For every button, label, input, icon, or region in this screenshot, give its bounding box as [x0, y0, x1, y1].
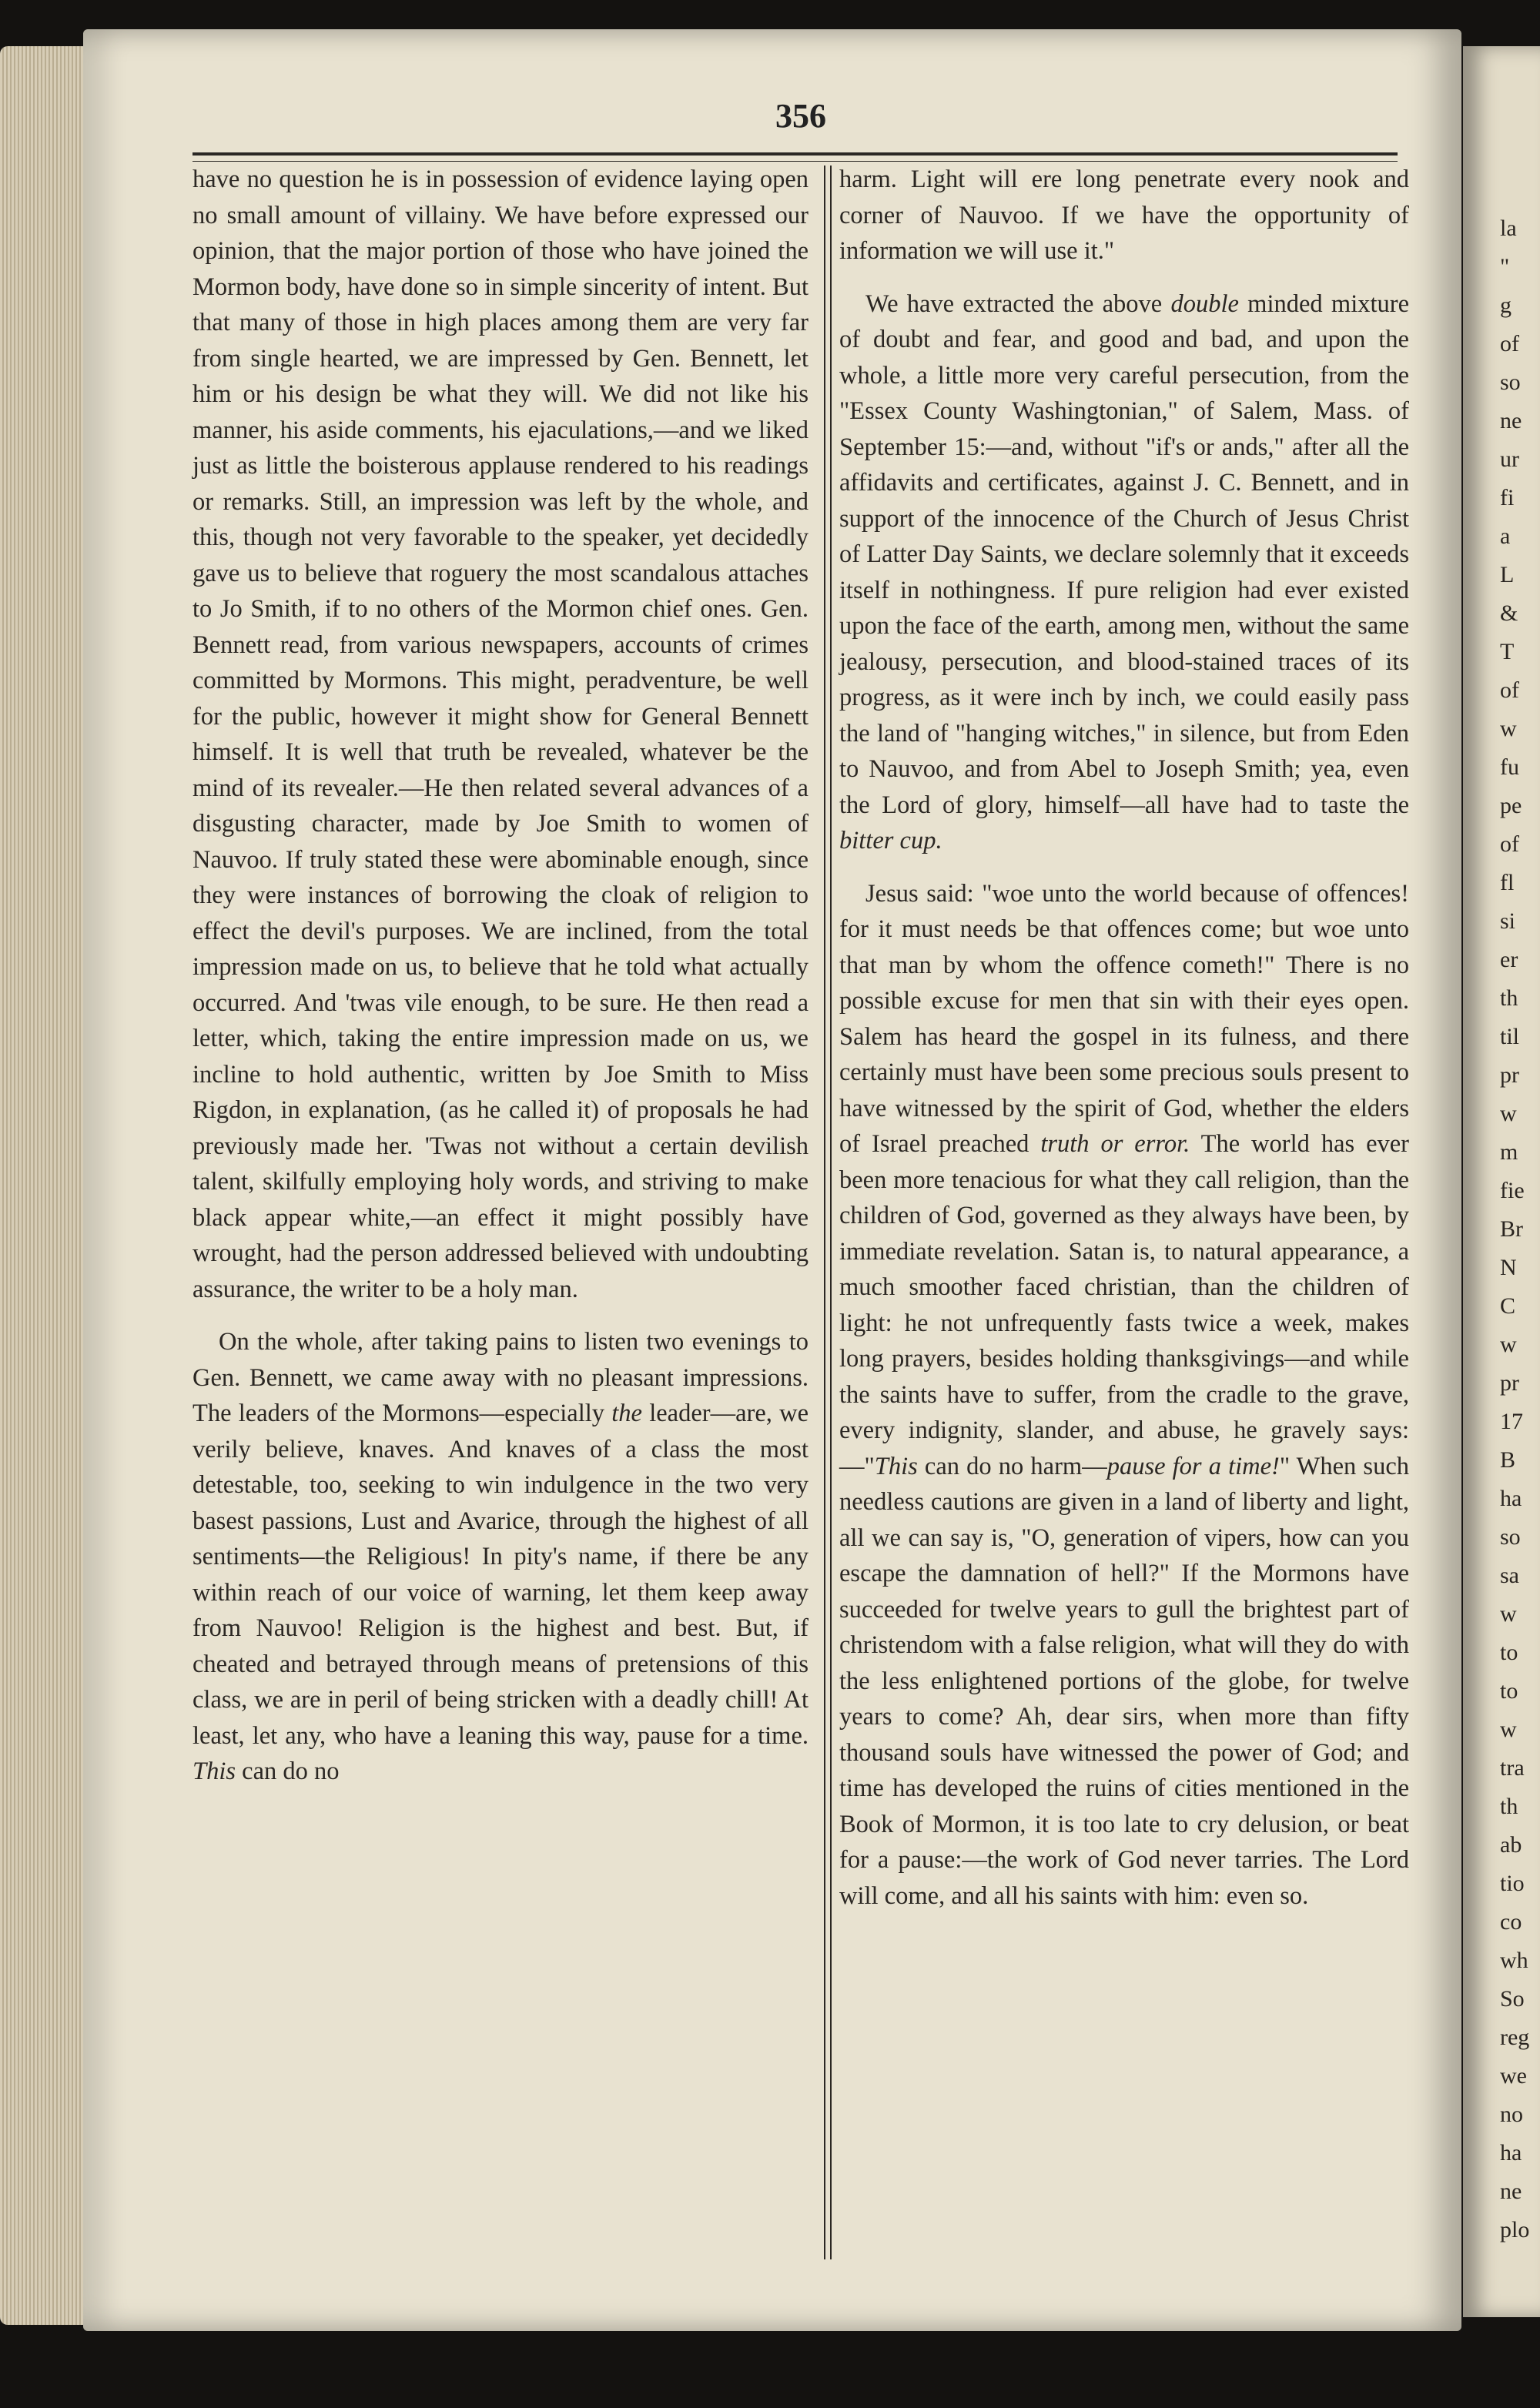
adjacent-page-fragment: sa	[1500, 1563, 1519, 1588]
book-page-edges	[0, 46, 92, 2325]
adjacent-page-fragment: pr	[1500, 1370, 1519, 1396]
adjacent-page-fragment: m	[1500, 1139, 1518, 1165]
adjacent-page-fragment: si	[1500, 908, 1516, 934]
text-run: can do no harm—	[917, 1452, 1107, 1480]
adjacent-page-fragment: N	[1500, 1255, 1517, 1280]
adjacent-page-fragment: th	[1500, 1794, 1518, 1819]
adjacent-page-fragment: 17	[1500, 1409, 1523, 1434]
paragraph	[839, 876, 1409, 1915]
adjacent-page-fragment: C	[1500, 1293, 1516, 1319]
adjacent-page-fragment: no	[1500, 2102, 1523, 2127]
text-run: can do no	[236, 1758, 340, 1785]
adjacent-page-fragment: L	[1500, 562, 1515, 587]
adjacent-page-fragment: to	[1500, 1640, 1518, 1665]
paragraph	[192, 162, 808, 1307]
paragraph	[839, 162, 1409, 269]
adjacent-page-fragment: ur	[1500, 446, 1519, 472]
adjacent-page-fragment: Br	[1500, 1216, 1523, 1242]
adjacent-page-fragment: plo	[1500, 2217, 1530, 2242]
page-number: 356	[775, 97, 826, 135]
adjacent-page-fragment: &	[1500, 600, 1518, 626]
adjacent-page-fragment: w	[1500, 1601, 1517, 1627]
text-run: minded mixture of doubt and fear, and good and bad, and upon the whole, a little more very careful persecution, from the "Essex County Washingtonian," of Salem, Mass. of September 15:—and, without "if's or ands," after all the affidavits and certificates, against J. C. Bennett, and in support of the innocence of the Church of Jesus Christ of Latter Day Saints, we declare solemnly that it exceeds itself in nothingness. If pure religion had ever existed upon the face of the earth, among men, without the same jealousy, persecution, and blood-stained traces of its progress, as it were inch by inch, we could easily pass the land of "hanging witches," in silence, but from Eden to Nauvoo, and from Abel to Joseph Smith; yea, even the Lord of glory, himself—all have had to taste the	[839, 289, 1410, 819]
adjacent-page-fragment: pr	[1500, 1062, 1519, 1088]
header-rule	[192, 152, 1398, 162]
adjacent-page-fragment: er	[1500, 947, 1518, 972]
adjacent-page-fragment: we	[1500, 2063, 1527, 2089]
adjacent-page-fragment: fu	[1500, 754, 1519, 780]
text-run: Jesus said: "woe unto the world because of offences! for it must needs be that offences come; but woe unto that man by whom the offence cometh!" There is no possible excuse for men that sin with their eyes open. Salem has heard the gospel in its fulness, and there certainly must have been some precious souls present to have witnessed by the spirit of God, whether the elders of Israel preached	[839, 879, 1409, 1158]
adjacent-page-fragment: ha	[1500, 2140, 1522, 2166]
adjacent-page-fragment: ab	[1500, 1832, 1522, 1858]
right-column	[839, 162, 1409, 1931]
adjacent-page-fragment: reg	[1500, 2025, 1530, 2050]
italic-text: This	[192, 1758, 236, 1785]
column-divider	[824, 166, 832, 2259]
adjacent-page-fragment: th	[1500, 985, 1518, 1011]
italic-text: the	[611, 1400, 642, 1427]
adjacent-page-fragment: g	[1500, 293, 1512, 318]
text-run: " When such needless cautions are given in a land of liberty and light, all we can say is, "O, generation of vipers, how can you escape the damnation of hell?" If the Mormons have succeeded for twelve years to gull the brightest part of christendom with a false religion, what will they do with the less enlightened portions of the globe, for twelve years to come? Ah, dear sirs, when more than fifty thousand souls have witnessed the power of God; and time has developed the ruins of cities mentioned in the Book of Mormon, it is too late to cry delusion, or beat for a pause:—the work of God never tarries. The Lord will come, and all his saints with him: even so.	[839, 1452, 1409, 1910]
adjacent-page-fragment: ne	[1500, 408, 1522, 433]
left-column	[192, 162, 808, 1807]
adjacent-page-fragment: of	[1500, 831, 1519, 857]
adjacent-page-fragment: "	[1500, 254, 1510, 279]
adjacent-page-fragment: so	[1500, 1524, 1521, 1550]
adjacent-page-fragment: tio	[1500, 1871, 1525, 1896]
text-run: leader—are, we verily believe, knaves. And knaves of a class the most detestable, too, seeking to win indulgence in the two very basest passions, Lust and Avarice, through the highest of all sentiments—the Religious! In pity's name, if there be any within reach of our voice of warning, let them keep away from Nauvoo! Religion is the highest and best. But, if cheated and betrayed through means of pretensions of this class, we are in peril of being stricken with a deadly chill! At least, let any, who have a leaning this way, pause for a time.	[192, 1400, 808, 1750]
adjacent-page-fragment: ne	[1500, 2179, 1522, 2204]
adjacent-page-fragment: w	[1500, 1332, 1517, 1357]
paragraph	[839, 286, 1409, 859]
italic-text: double	[1170, 289, 1239, 318]
adjacent-page-fragment: tra	[1500, 1755, 1525, 1781]
adjacent-page-fragment: co	[1500, 1909, 1522, 1935]
adjacent-page-fragment: ha	[1500, 1486, 1522, 1511]
adjacent-page-fragment: to	[1500, 1678, 1518, 1704]
adjacent-page-fragment: wh	[1500, 1948, 1528, 1973]
paragraph	[192, 1324, 808, 1790]
adjacent-page-edge	[1463, 46, 1540, 2317]
adjacent-page-fragment: So	[1500, 1986, 1525, 2012]
adjacent-page-fragment: w	[1500, 1101, 1517, 1126]
adjacent-page-fragment: pe	[1500, 793, 1522, 818]
adjacent-page-fragment: of	[1500, 331, 1519, 356]
italic-text: This	[874, 1452, 918, 1480]
text-run: On the whole, after taking pains to listen two evenings to Gen. Bennett, we came away with no pleasant impressions. The leaders of the Mormons—especially	[192, 1328, 808, 1427]
adjacent-page-fragment: a	[1500, 523, 1511, 549]
adjacent-page-fragment: T	[1500, 639, 1515, 664]
text-run: have no question he is in possession of evidence laying open no small amount of villainy. We have before expressed our opinion, that the major portion of those who have joined the Mormon body, have done so in simple sincerity of intent. But that many of those in high places among them are very far from single hearted, we are impressed by Gen. Bennett, let him or his design be what they will. We did not like his manner, his aside comments, his ejaculations,—and we liked just as little the boisterous applause rendered to his readings or remarks. Still, an impression was left by the whole, and this, though not very favorable to the speaker, yet decidedly gave us to believe that roguery the most scandalous attaches to Jo Smith, if to no others of the Mormon chief ones. Gen. Bennett read, from various newspapers, accounts of crimes committed by Mormons. This might, peradventure, be well for the public, however it might show for General Bennett himself. It is well that truth be revealed, whatever be the mind of its revealer.—He then related several advances of a disgusting character, made by Joe Smith to women of Nauvoo. If truly stated these were abominable enough, since they were instances of borrowing the cloak of religion to effect the devil's purposes. We are inclined, from the total impression made on us, to believe that he told what actually occurred. And 'twas vile enough, to be sure. He then read a letter, which, taking the entire impression made on us, we incline to hold authentic, written by Joe Smith to Miss Rigdon, in explanation, (as he called it) of proposals he had previously made her. 'Twas not without a certain devilish talent, skilfully employing holy words, and striving to make black appear white,—an effect it might possibly have wrought, had the person addressed believed with undoubting assurance, the writer to be a holy man.	[192, 166, 808, 1303]
adjacent-page-fragment: of	[1500, 677, 1519, 703]
adjacent-page-fragment: so	[1500, 370, 1521, 395]
adjacent-page-fragment: fie	[1500, 1178, 1525, 1203]
adjacent-page-fragment: fi	[1500, 485, 1515, 510]
adjacent-page-fragment: w	[1500, 716, 1517, 741]
text-run: The world has ever been more tenacious for what they call religion, than the children of God, governed as they always have been, by immediate revelation. Satan is, to natural appearance, a much smoother faced christian, than the children of light: he not unfrequently fasts twice a week, makes long prayers, besides holding thanksgivings—and while the saints have to suffer, from the cradle to the grave, every indignity, slander, and abuse, he gravely says:—"	[839, 1130, 1409, 1480]
italic-text: bitter cup.	[839, 827, 942, 855]
adjacent-page-fragment: fl	[1500, 870, 1515, 895]
adjacent-page-fragment: B	[1500, 1447, 1516, 1473]
italic-text: pause for a time!	[1106, 1452, 1280, 1480]
text-run: We have extracted the above	[865, 289, 1171, 318]
italic-text: truth or error.	[1040, 1130, 1190, 1158]
text-run: harm. Light will ere long penetrate every nook and corner of Nauvoo. If we have the opportunity of information we will use it."	[839, 166, 1409, 265]
adjacent-page-fragment: w	[1500, 1717, 1517, 1742]
adjacent-page-fragment: til	[1500, 1024, 1520, 1049]
adjacent-page-fragment: la	[1500, 216, 1517, 241]
